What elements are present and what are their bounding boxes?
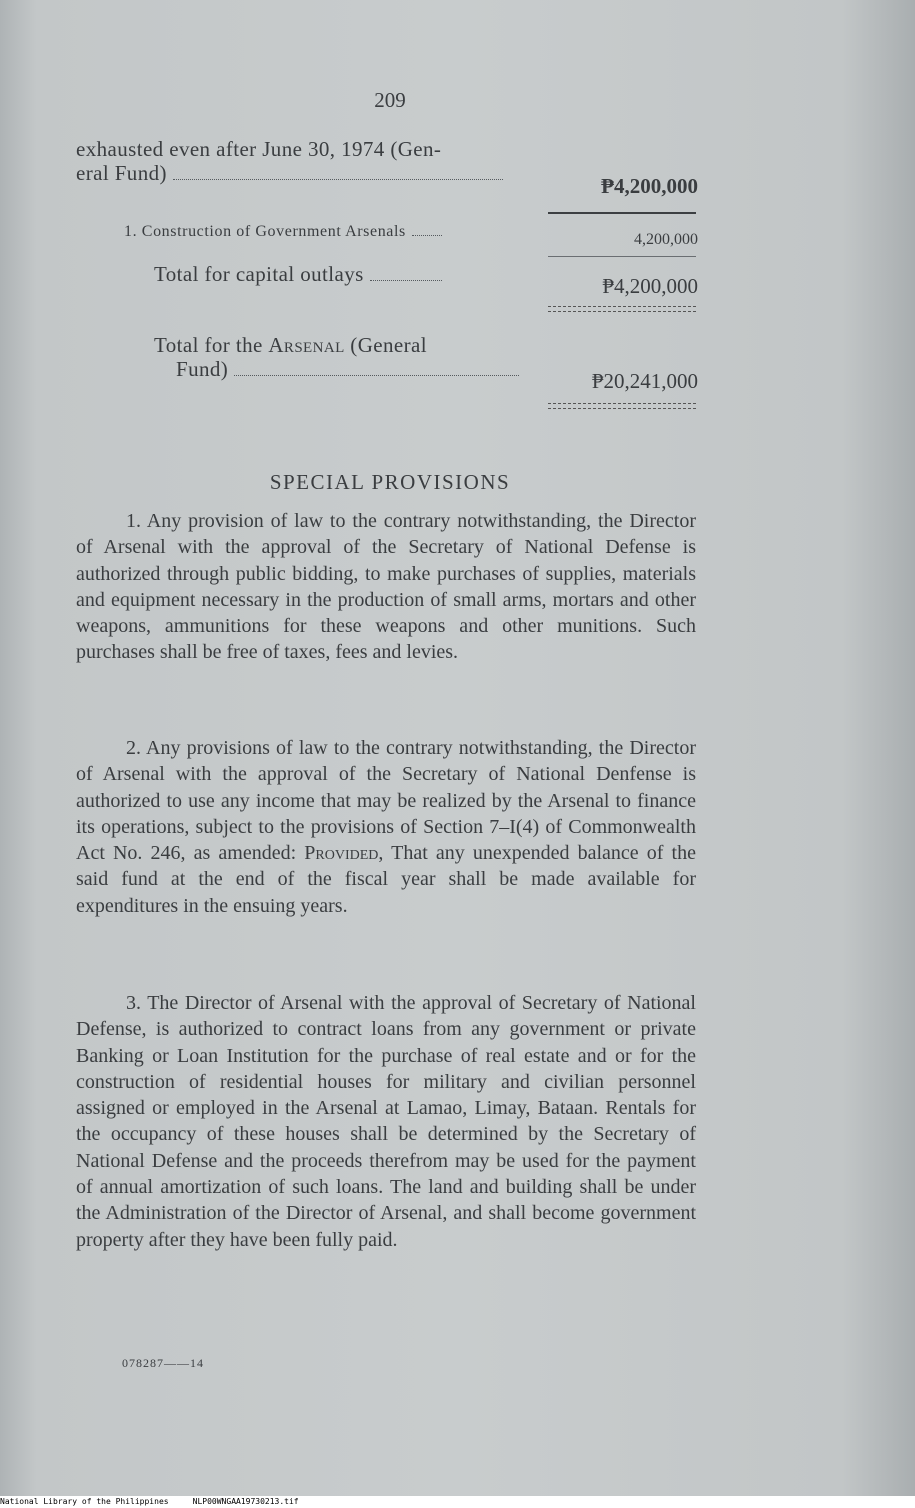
provision-2-post: , That any unexpended balance of the said fund at the end of the fiscal year shall be made available for expenditures in the ensuing years. — [76, 842, 696, 917]
arsenal-total-line-2-text: Fund) — [176, 357, 229, 381]
sub-item-label: 1. Construction of Government Arsenals — [124, 223, 406, 240]
arsenal-total-pre: Total for the — [154, 333, 269, 357]
capital-total-amount: ₱4,200,000 — [602, 274, 698, 298]
page-number: 209 — [374, 88, 406, 112]
sub-item — [124, 220, 554, 244]
item-line-1: exhausted even after June 30, 1974 (Gen- — [76, 137, 442, 161]
dot-leader — [370, 280, 442, 281]
provision-3: 3. The Director of Arsenal with the approval of Secretary of National Defense, is authorized to contract loans from any government or private Banking or Loan Institution for the purchase of real estate and or for the construction of residential houses for military and civilian personnel assigned or employed in the Arsenal at Lamao, Limay, Bataan. Rentals for the occupancy of these houses shall be determined by the Secretary of National Defense and the proceeds therefrom may be used for the payment of annual amortization of such loans. The land and building shall be under the Administration of the Director of Arsenal, and shall become government property after they have been fully paid. — [76, 992, 696, 1251]
provision-2 — [76, 735, 696, 919]
dot-leader — [173, 179, 503, 180]
arsenal-total — [154, 333, 554, 381]
provision-2-smallcaps: Provided — [304, 842, 379, 865]
provision-2-pre: 2. Any provisions of law to the contrary notwithstanding, the Director of Arsenal with the approval of the Secretary of National Denfense is authorized to use any income that may be realized by the Arsenal to finance its operations, subject to the provisions of Section 7–I(4) of Commonwealth Act No. 246, as amended: — [76, 737, 696, 865]
rule-line — [548, 212, 696, 214]
arsenal-total-smallcaps: Arsenal — [268, 333, 345, 357]
double-rule — [548, 306, 696, 312]
capital-outlays-total — [154, 262, 554, 286]
sub-item-amount: 4,200,000 — [634, 231, 698, 248]
rule-line — [548, 256, 696, 257]
item-amount: ₱4,200,000 — [601, 174, 698, 198]
arsenal-total-post: (General — [344, 333, 427, 357]
special-provisions-heading: SPECIAL PROVISIONS — [269, 470, 511, 494]
capital-total-label: Total for capital outlays — [154, 262, 364, 286]
arsenal-total-amount: ₱20,241,000 — [591, 369, 698, 393]
arsenal-total-line-1 — [154, 333, 554, 357]
appropriation-item — [76, 137, 556, 185]
arsenal-total-line-2 — [154, 357, 554, 381]
item-line-2-text: eral Fund) — [76, 161, 167, 185]
dot-leader — [234, 375, 519, 376]
double-rule — [548, 403, 696, 409]
item-line-2 — [76, 161, 556, 185]
provision-1: 1. Any provision of law to the contrary notwithstanding, the Director of Arsenal with the approval of the Secretary of National Defense is authorized through public bidding, to make purchases of supplies, materials and equipment necessary in the production of small arms, mortars and other weapons, ammunitions for these weapons and other munitions. Such purchases shall be free of taxes, fees and levies. — [76, 510, 696, 664]
print-code: 078287——14 — [122, 1356, 204, 1370]
dot-leader — [412, 235, 442, 236]
scan-label: National Library of the Philippines NLP00WNGAA19730213.tif — [0, 1496, 915, 1508]
